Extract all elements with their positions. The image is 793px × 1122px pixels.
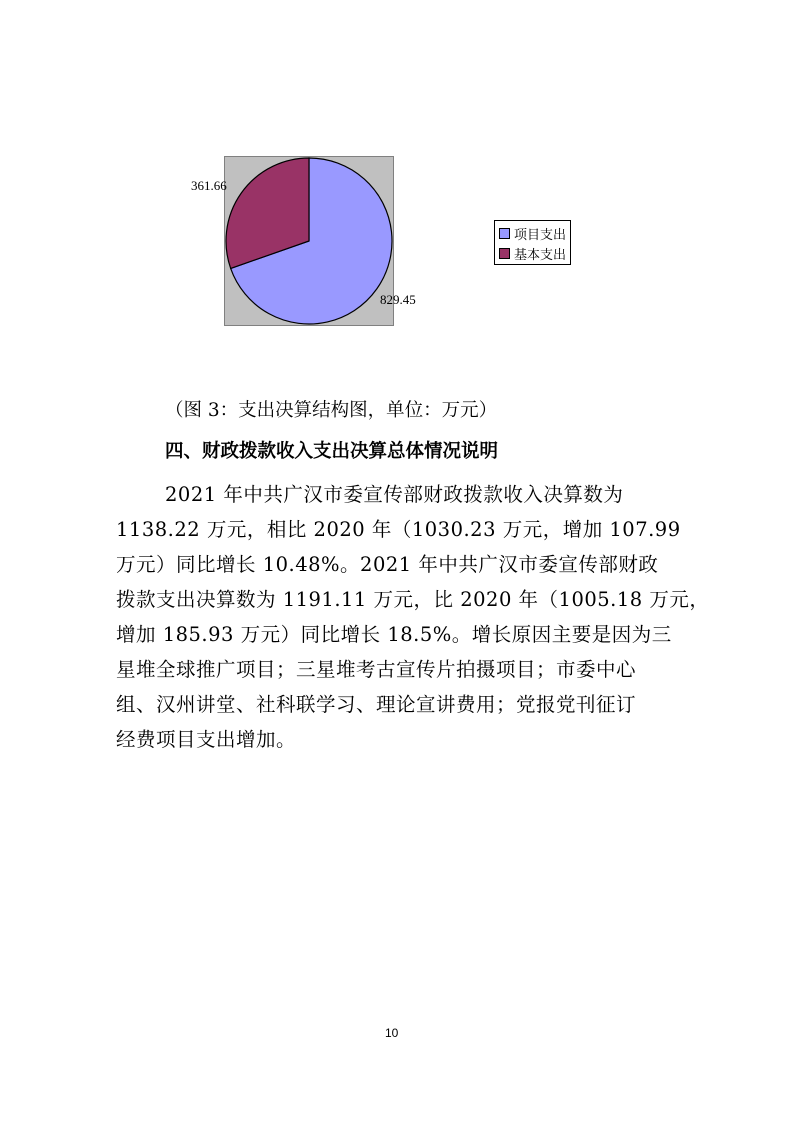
legend-item-basic bbox=[499, 243, 566, 263]
paragraph-line: 组、汉州讲堂、社科联学习、理论宣讲费用；党报党刊征订 bbox=[116, 693, 637, 716]
figure-caption: （图 3：支出决算结构图，单位：万元） bbox=[165, 400, 498, 421]
pie-chart bbox=[224, 156, 394, 326]
paragraph-line: 1138.22 万元，相比 2020 年（1030.23 万元，增加 107.99 bbox=[116, 518, 681, 541]
section-heading: 四、财政拨款收入支出决算总体情况说明 bbox=[165, 441, 499, 462]
legend-label-basic: 基本支出 bbox=[514, 247, 567, 263]
legend-label-project: 项目支出 bbox=[514, 227, 567, 243]
legend-item-project bbox=[499, 223, 566, 243]
legend-swatch-basic bbox=[499, 248, 510, 259]
page-number: 10 bbox=[385, 1026, 399, 1040]
pie-svg bbox=[224, 156, 394, 326]
paragraph-line: 拨款支出决算数为 1191.11 万元，比 2020 年（1005.18 万元， bbox=[116, 588, 710, 611]
paragraph-line: 万元）同比增长 10.48%。2021 年中共广汉市委宣传部财政 bbox=[116, 553, 659, 576]
paragraph-line: 星堆全球推广项目；三星堆考古宣传片拍摄项目；市委中心 bbox=[116, 658, 637, 681]
paragraph-line: 2021 年中共广汉市委宣传部财政拨款收入决算数为 bbox=[165, 483, 624, 506]
paragraph-line: 经费项目支出增加。 bbox=[116, 728, 297, 751]
chart-legend bbox=[494, 220, 571, 265]
data-label-project: 829.45 bbox=[380, 292, 416, 307]
legend-swatch-project bbox=[499, 228, 510, 239]
paragraph-line: 增加 185.93 万元）同比增长 18.5%。增长原因主要是因为三 bbox=[116, 623, 672, 646]
data-label-basic: 361.66 bbox=[191, 178, 227, 193]
